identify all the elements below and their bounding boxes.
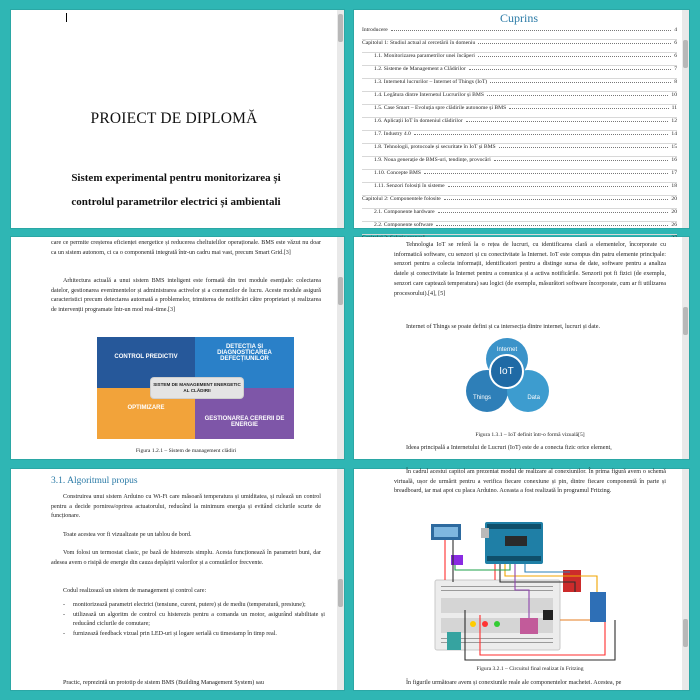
toc-entry[interactable]: [362, 104, 677, 117]
toc-entry[interactable]: [362, 208, 677, 221]
venn-circle-data: Data: [507, 370, 549, 412]
toc-entry[interactable]: [362, 143, 677, 156]
fritzing-circuit-image: [425, 520, 623, 663]
section-heading: 3.1. Algoritmul propus: [51, 476, 138, 486]
toc-page-number: 20: [671, 209, 677, 215]
toc-leader-dots: [509, 108, 668, 109]
toc-entry[interactable]: [362, 91, 677, 104]
toc-page-number: 14: [671, 131, 677, 137]
toc-entry[interactable]: [362, 182, 677, 195]
toc-entry[interactable]: [362, 39, 677, 52]
figure-caption: Figura 1.3.1 – IoT definit într-o formă vizuală[5]: [475, 432, 585, 438]
toc-leader-dots: [487, 95, 668, 96]
bms-diagram: [97, 337, 294, 439]
toc-entry[interactable]: [362, 78, 677, 91]
toc-entry-text: 1.8. Tehnologii, protocoale și securitate în IoT și BMS: [374, 144, 496, 150]
venn-center-iot: IoT: [489, 354, 524, 389]
paragraph: Tehnologia IoT se referă la o rețea de lucruri, cu identificarea clară a elementelor, încorporate cu informatică software, cu senzori și cu conectivitate la Internet. IoT este compus din patru elemente principale: senzori pentru a colecta informații, identificatori pentru a distinge sursa de date, software pentru a analiza datele și conectivitate la Internet pentru a comunica și a activa notificările. Senzorii pot fi fizici (de exemplu, senzori care captează temperatura) sau logici (de exemplu, măsurători software încorporate, cum ar fi utilizarea procesorului).[4], [5]: [394, 242, 666, 297]
venn-circle-things: Things: [466, 370, 508, 412]
text-cursor: [66, 13, 67, 22]
toc-entry-text: 1.6. Aplicații IoT în domeniul clădirilor: [374, 118, 463, 124]
paragraph: Arhitectura actuală a unui sistem BMS inteligent este formată din trei module esențiale: colectarea datelor, gestionarea evenimentelor și administrarea activelor și a comenzilor de lucru. Aceste module asigură caracteristici precum detectarea automată a problemelor, trimiterea de notificări către proprietari și realizarea de intervenții programate într-un mod real-time.[3]: [51, 278, 321, 314]
paragraph: Vom folosi un termostat clasic, pe bază de histerezis simplu. Acesta funcționează în parametri buni, dar adesea avem o risipă de energie din cauza depășirii valorilor și a comutărilor frecvente.: [51, 550, 321, 566]
paragraph: Internet of Things se poate defini și ca intersecția dintre internet, lucruri și date.: [406, 324, 600, 330]
toc-leader-dots: [391, 30, 671, 31]
document-subtitle: [31, 166, 321, 214]
diagram-quadrant-control: CONTROL PREDICTIV: [97, 337, 195, 388]
paragraph: care ce permite creșterea eficienței energetice și reducerea cheltuielilor operaționale. BMS este văzut nu doar ca un sistem autonom, ci ca o componentă integrată într-un cadru mai vast, precum Smart Grid.[3]: [51, 240, 321, 256]
page-scrollbar[interactable]: [682, 10, 689, 228]
toc-page-number: 17: [671, 170, 677, 176]
venn-circle-internet: Internet: [486, 338, 528, 380]
toc-entry[interactable]: [362, 52, 677, 65]
toc-page-number: 8: [674, 79, 677, 85]
toc-entry-text: 1.4. Legătura dintre Internetul Lucrurilor și BMS: [374, 92, 484, 98]
toc-entry-text: 1.5. Case Smart – Evoluția spre clădirile autonome și BMS: [374, 105, 507, 111]
toc-leader-dots: [490, 82, 671, 83]
page-scrollbar[interactable]: [682, 237, 689, 459]
page-scrollbar[interactable]: [337, 10, 344, 228]
toc-entry-text: 1.7. Industry 4.0: [374, 131, 411, 137]
diagram-quadrant-demand: GESTIONAREA CERERII DE ENERGIE: [195, 388, 294, 439]
paragraph: Codul realizează un sistem de management și control care:: [63, 588, 207, 594]
toc-entry-text: Capitolul 2: Componentele folosite: [362, 196, 441, 202]
toc-leader-dots: [414, 134, 669, 135]
diagram-quadrant-optimization: OPTIMIZARE: [97, 388, 195, 439]
figure-caption: Figura 1.2.1 – Sistem de management clădiri: [135, 448, 237, 454]
toc-leader-dots: [424, 173, 668, 174]
figure-caption: Figura 3.2.1 – Circuitul final realizat în Fritzing: [476, 666, 584, 672]
toc-leader-dots: [478, 56, 671, 57]
toc-entry-text: 1.9. Noua generație de BMS-uri, tendințe, provocări: [374, 157, 491, 163]
toc-title: Cuprins: [499, 11, 538, 25]
page-title-page: [11, 10, 344, 228]
toc-leader-dots: [444, 199, 669, 200]
toc-entry[interactable]: [362, 156, 677, 169]
toc-entry-text: 2.1. Componente hardware: [374, 209, 435, 215]
paragraph: Ideea principală a Internetului de Lucruri (IoT) este de a conecta fizic orice element,: [406, 445, 612, 451]
subtitle-line-2: controlul parametrilor electrici și ambientali: [71, 196, 281, 208]
toc-page-number: 4: [674, 27, 677, 33]
page-scrollbar[interactable]: [337, 469, 344, 690]
toc-page-number: 16: [671, 157, 677, 163]
toc-page-number: 18: [671, 183, 677, 189]
paragraph: Toate acestea vor fi vizualizate pe un tablou de bord.: [63, 532, 192, 538]
toc-page-number: 26: [671, 222, 677, 228]
page-table-of-contents: [354, 10, 689, 228]
toc-leader-dots: [448, 186, 669, 187]
toc-leader-dots: [469, 69, 671, 70]
toc-entry-text: Introducere: [362, 27, 388, 33]
toc-page-number: 12: [671, 118, 677, 124]
toc-entry-text: 2.2. Componente software: [374, 222, 434, 228]
toc-leader-dots: [478, 43, 671, 44]
toc-entry[interactable]: [362, 65, 677, 78]
toc-entry-text: Capitolul 1: Studiul actual al cercetării în domeniu: [362, 40, 476, 46]
toc-leader-dots: [499, 147, 669, 148]
toc-entry-text: 1.1. Monitorizarea parametrilor unei încăperi: [374, 53, 475, 59]
page-iot-section: [354, 237, 689, 459]
toc-list: [362, 27, 677, 247]
bullet-item: - monitorizează parametri electrici (tensiune, curent, putere) și de mediu (temperatură, presiune);: [63, 601, 325, 611]
toc-entry-text: 1.3. Internetul lucrurilor – Internet of Things (IoT): [374, 79, 488, 85]
page-scrollbar[interactable]: [337, 237, 344, 459]
paragraph: În cadrul acestui capitol am prezentat modul de realizare al conexiunilor. În prima figură avem o schemă virtuală, ușor de urmărit pentru a verifica fiecare conexiune și pin, dintre fiecare componentă în parte și breadboard, iar mai apoi cu placa Arduino. Aceasta a fost realizată în programul Fritzing.: [394, 469, 666, 495]
toc-page-number: 6: [674, 40, 677, 46]
diagram-quadrant-detection: DETECȚIA ȘI DIAGNOSTICAREA DEFECȚIUNILOR: [195, 337, 294, 388]
toc-entry-text: 1.11. Senzori folosiți în sisteme: [374, 183, 445, 189]
bullet-item: - utilizează un algoritm de control cu histerezis pentru a comanda un motor, asigurând stabilitate și reducând ciclurile de comutare;: [63, 611, 325, 630]
toc-entry[interactable]: [362, 117, 677, 130]
page-circuit-section: [354, 469, 689, 690]
toc-page-number: 11: [671, 105, 677, 111]
toc-entry-text: 1.10. Concepte BMS: [374, 170, 421, 176]
toc-entry-text: 1.2. Sisteme de Management a Clădirilor: [374, 66, 466, 72]
toc-leader-dots: [466, 121, 669, 122]
iot-venn-diagram: [459, 338, 555, 426]
paragraph: Practic, reprezintă un prototip de sistem BMS (Building Management System) sau: [63, 680, 264, 686]
toc-leader-dots: [494, 160, 669, 161]
page-scrollbar[interactable]: [682, 469, 689, 690]
toc-entry[interactable]: [362, 169, 677, 182]
paragraph: În figurile următoare avem și conexiunile reale ale componentelor machetei. Acestea, pe: [406, 680, 622, 686]
toc-page-number: 20: [671, 196, 677, 202]
toc-entry[interactable]: [362, 130, 677, 143]
toc-leader-dots: [438, 212, 669, 213]
toc-leader-dots: [436, 225, 668, 226]
bullet-list: [63, 601, 325, 640]
toc-page-number: 15: [671, 144, 677, 150]
paragraph: Construirea unui sistem Arduino cu Wi-Fi care măsoară temperatura și umiditatea, și rulează un control pentru a decide pornirea/oprirea actuatorului, reducând la minimum energia și evitând ciclurile scurte de funcționare.: [51, 494, 321, 520]
toc-entry[interactable]: [362, 221, 677, 234]
page-algorithm-section: [11, 469, 344, 690]
toc-entry[interactable]: [362, 195, 677, 208]
subtitle-line-1: Sistem experimental pentru monitorizarea și: [71, 172, 281, 184]
bullet-item: - furnizează feedback vizual prin LED-uri și logare serială cu timestamp în timp real.: [63, 630, 325, 640]
toc-entry[interactable]: [362, 27, 677, 39]
toc-page-number: 10: [671, 92, 677, 98]
toc-page-number: 7: [674, 66, 677, 72]
page-bms-section: [11, 237, 344, 459]
document-title: PROIECT DE DIPLOMĂ: [90, 110, 258, 127]
toc-page-number: 6: [674, 53, 677, 59]
diagram-center-label: SISTEM DE MANAGEMENT ENERGETIC AL CLĂDIRII: [151, 378, 243, 398]
